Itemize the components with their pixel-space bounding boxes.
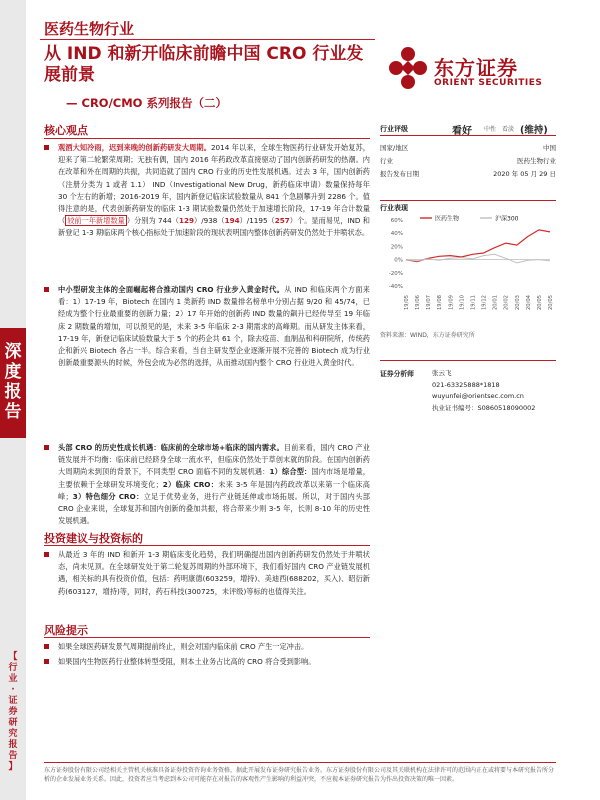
logo-text-cn: 东方证券: [434, 56, 518, 80]
info-row: [380, 169, 556, 178]
report-subtitle: — CRO/CMO 系列报告（二）: [66, 96, 227, 110]
x-tick-label: 20/02: [503, 295, 510, 310]
section-divider: [44, 138, 370, 139]
p3-bold: 1）综合型：: [269, 467, 312, 477]
x-tick-label: 20/01: [492, 295, 499, 310]
y-tick-label: 60%: [390, 218, 403, 224]
series-line-2: [406, 254, 550, 263]
info-row: [380, 143, 556, 152]
core-paragraph-2: [44, 284, 370, 369]
y-tick-label: -20%: [388, 270, 403, 277]
bullet-icon: [44, 552, 49, 557]
x-tick-label: 20/05: [536, 295, 543, 310]
section-heading-core: 核心观点: [44, 124, 88, 137]
p3-text-d: 未来 3-5 年是国内药政改革以来第一个临床高峰；: [58, 479, 370, 501]
core-paragraph-1: [44, 142, 370, 240]
chart-source: 资料来源：WIND，东方证券研究所: [380, 332, 475, 339]
p3-text-e: 立足于优势业务，进行产业链延伸或市场拓展。所以，对于国内头部 CRO 企业来说，全球复苏和国内创新的叠加共振，将合带来少则 3-5 年，长则 8-10 年的历史性发展机遇。: [58, 491, 370, 526]
logo-text-en: ORIENT SECURITIES: [434, 78, 543, 88]
x-tick-label: 20/04: [525, 295, 532, 310]
info-key: 报告发布日期: [380, 170, 419, 178]
risk-text: 如果全球医药研发景气周期提前终止，则会对国内临床前 CRO 产生一定冲击。: [58, 642, 309, 651]
p1-num: 257: [274, 216, 290, 226]
section-divider: [44, 545, 370, 546]
rating-label: 行业评级: [380, 125, 408, 133]
rating-level: 中性: [484, 126, 497, 133]
info-key: 国家/地区: [380, 144, 409, 152]
info-value: 中国: [543, 144, 556, 152]
chart-heading: 行业表现: [380, 204, 408, 212]
bullet-icon: [44, 445, 49, 450]
x-tick-label: 19/12: [481, 295, 488, 310]
p1-text-e: ）个。显而易见，IND 和新登记 1-3 期临床两个核心指标处于加速阶段的现状表明国内整体创新药研发仍然处于井喷状态。: [58, 216, 370, 238]
analyst-license: 执业证书编号：S0860518090002: [432, 403, 536, 412]
side-char: 研: [8, 718, 18, 728]
side-char: 业: [8, 674, 18, 684]
bullet-icon: [44, 287, 49, 292]
rating-level: 看淡: [502, 126, 515, 133]
p1-text-d: ）/1195（: [239, 216, 275, 226]
y-tick-label: 40%: [390, 231, 403, 238]
p1-text-b: ）分别为 744（: [126, 216, 179, 226]
analyst-divider: [380, 360, 556, 361]
legend-label-2: 沪深300: [495, 215, 519, 223]
risk-item: [44, 641, 370, 653]
analyst-email[interactable]: wuyunfei@orientsec.com.cn: [432, 392, 524, 400]
p1-text-c: ）/938（: [193, 216, 225, 226]
industry-label: 医药生物行业: [44, 20, 135, 38]
info-value: 2020 年 05 月 29 日: [493, 170, 556, 178]
x-tick-label: 19/10: [459, 295, 466, 310]
p1-num: 194: [224, 216, 240, 226]
disclaimer-footer: 东方证券股份有限公司经相关主管机关核准具备证券投资咨询业务资格，据此开展发布证券研究报告业务。东方证券股份有限公司及其关联机构在法律许可的范围内正在或将要与本研究报告所分析的企业发展业务关系。因此，投资者应当考虑到本公司可能存在对报告的客观性产生影响的利益冲突，不应视本证券研究报告为作出投资决策的唯一因素。: [44, 767, 555, 783]
x-tick-label: 19/08: [437, 295, 444, 310]
section-heading-invest: 投资建议与投资标的: [44, 532, 143, 545]
x-tick-label: 20/03: [514, 295, 521, 310]
side-char: 告: [8, 751, 18, 761]
y-tick-label: -40%: [388, 284, 403, 290]
industry-performance-chart: [380, 214, 556, 318]
side-char: 【: [8, 652, 18, 662]
x-tick-label: 19/11: [470, 295, 477, 310]
x-tick-label: 19/09: [448, 295, 455, 310]
analyst-label: 证券分析师: [380, 370, 414, 378]
risk-item: [44, 656, 370, 668]
side-char: 报: [8, 740, 18, 750]
x-tick-label: 20/05: [548, 295, 554, 310]
p2-text: 从 IND 和临床两个方面来看：1）17-19 年，Biotech 在国内 1 类新药 IND 数量排名榜单中分别占据 9/20 和 45/74，已经成为整个行业最重要的创新力量；2）17 年开始的创新药 IND 数量的飙升已经传导至 19 年临床 2 期数量的增加，可以预见的是，未来 3-5 年临床 2-3 期需求的高峰期。而从研发主体来看，17-19 年，新登记临床试验数量大于 5 个的药企共 61 个，除去疫苗、血制品和科研院所，传统药企和新兴 Biotech 各占一半。综合来看，当自主研发型企业逐渐开展不完善的 Biotech 成为行业创新最重要源头的时候，外包会成为必然的选择，从而推动国内整个 CRO 行业进入黄金时代。: [58, 285, 370, 368]
side-char: 】: [8, 762, 18, 772]
chart-divider: [380, 200, 556, 201]
p2-lead: 中小型研发主体的全面崛起将合推动国内 CRO 行业步入黄金时代。: [58, 285, 285, 294]
side-char: 究: [8, 729, 18, 739]
legend-label-1: 医药生物: [435, 215, 460, 223]
x-tick-label: 19/07: [426, 295, 433, 310]
p3-lead: 头部 CRO 的历史性成长机遇：临床前的全球市场+临床的国内需求。: [58, 443, 284, 452]
x-tick-label: 19/05: [404, 295, 410, 310]
p3-bold: 2）临床 CRO：: [162, 479, 219, 489]
p3-text-c: 国内市场是增量，主要依赖于全球研发环境变化；: [58, 467, 370, 489]
analyst-phone: 021-63325888*1818: [432, 380, 500, 389]
p1-lead: 观酒大知冷雨，迟到来晚的创新药研发大周期。: [58, 143, 211, 152]
p1-highlight-box: 较前一年新增数量: [67, 216, 125, 226]
header-divider: [40, 39, 375, 40]
section-heading-risk: 风险提示: [44, 624, 88, 637]
invest-text: 从最近 3 年的 IND 和新开 1-3 期临床变化趋势，我们明确提出国内创新药研发仍然处于井喷状态，尚未见顶。在全球研发处于第二轮复苏周期的外部环境下，我们看好国内 CRO 产业链发展机遇，相关标的具有投资价值，包括：药明康德(603259，增持)、美迪西(688202，买入)、昭衍新药(603127，增持)等，同时，药石科技(300725，未评级)等标的也值得关注。: [58, 550, 370, 596]
info-value: 医药生物行业: [517, 157, 556, 165]
badge-char: 告: [4, 402, 22, 422]
y-tick-label: 20%: [390, 244, 403, 251]
rating-status: (维持): [520, 125, 548, 136]
section-divider: [44, 637, 370, 638]
rating-row: [380, 122, 556, 136]
report-title: 从 IND 和新开临床前瞻中国 CRO 行业发展前景: [44, 44, 364, 85]
core-paragraph-3: [44, 442, 370, 527]
badge-char: 报: [4, 382, 22, 402]
footer-divider: [44, 762, 556, 763]
p3-bold: 3）特色细分 CRO：: [72, 491, 144, 501]
x-tick-label: 19/06: [415, 295, 422, 310]
bullet-icon: [44, 659, 49, 664]
side-label: [3, 652, 23, 773]
rating-value: 看好: [452, 126, 472, 137]
info-row: [380, 156, 556, 165]
side-char: ·: [11, 685, 15, 695]
bullet-icon: [44, 644, 49, 649]
risk-text: 如果国内生物医药行业整体转型受阻，则本土业务占比高的 CRO 将合受到影响。: [58, 657, 316, 666]
orient-logo-icon: [388, 46, 428, 90]
bullet-icon: [44, 145, 49, 150]
side-char: 证: [8, 696, 18, 706]
badge-char: 深: [4, 342, 22, 362]
analyst-info: [432, 368, 535, 414]
info-key: 行业: [380, 157, 393, 165]
analyst-name: 张云飞: [432, 369, 452, 377]
p1-num: 129: [178, 216, 194, 226]
side-char: 行: [8, 663, 18, 673]
badge-char: 度: [4, 362, 22, 382]
side-char: 券: [8, 707, 18, 717]
report-type-badge: [0, 328, 26, 438]
y-tick-label: 0%: [394, 257, 403, 264]
invest-paragraph: [44, 549, 370, 598]
p1-text: 2014 年以来，全球生物医药行业研发开始复苏，迎来了第二轮繁荣周期；无独有偶，国内 2016 年药政改革直接驱动了国内创新药研发的热潮。内在改革和外在周期的共振，共同造就了国内 CRO 行业的历史性发展机遇。过去 3 年，国内创新药（注册分类为 1 或者 1.1） IND（Investigational New Drug，新药临床申请）数量保持每年 30 个左右的新增；2016-2019 年，国内新登记临床试验数量从 841 个急剧攀升到 2286 个。值得注意的是，代表创新药研发的临床 1-3 期试验数量仍然处于加速增长阶段，17-19 年合计数量（: [58, 143, 370, 226]
p3-text: 目前来看，国内 CRO 产业链发展并不均衡：临床前已经跻身全球一流水平，但临床仍然处于草创末就的阶段。在国内创新药大周期尚未到顶的背景下，不同类型 CRO 面临不同的发展机遇：: [58, 443, 370, 477]
